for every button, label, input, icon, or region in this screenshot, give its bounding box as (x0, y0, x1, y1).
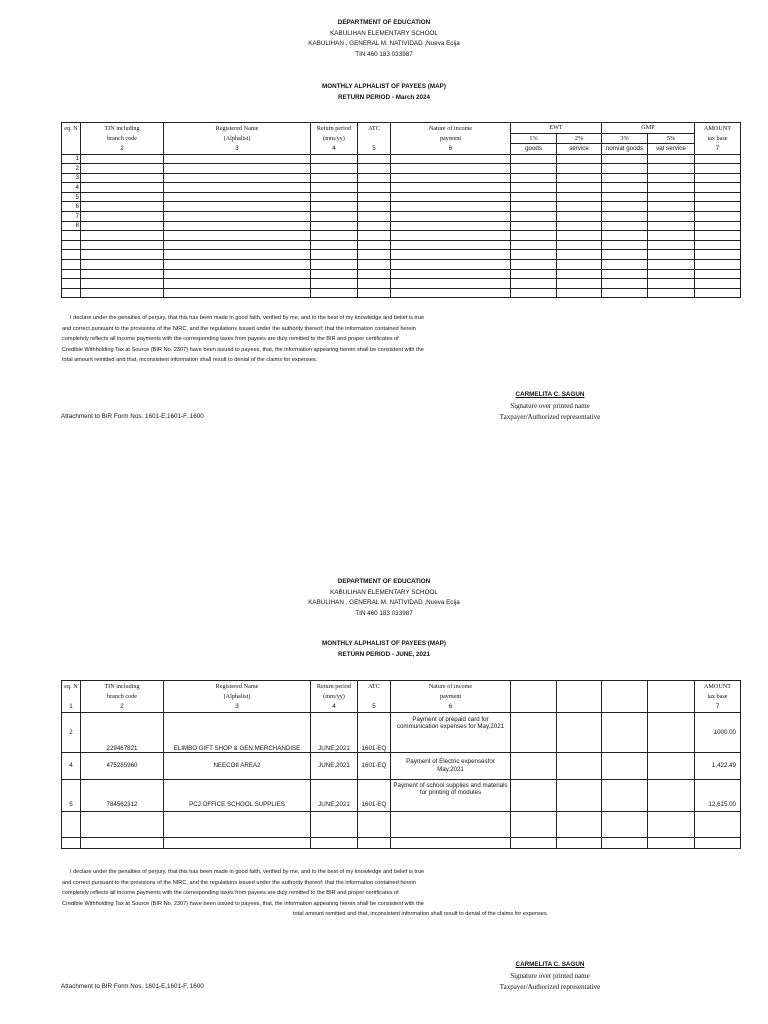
table-row (62, 183, 741, 193)
signature-caption: Signature over printed name (510, 402, 590, 410)
attachment-note: Attachment to BIR Form Nos. 1601-E,1601-F, 1600 (61, 413, 204, 420)
col-gmp: GMP (602, 123, 695, 134)
table-header-row: branch code (Alphalist) (mm/yy) payment 1% 2% 3% 5% tax base (62, 133, 741, 144)
col-nature: Nature of income (391, 123, 511, 134)
return-period: RETURN PERIOD - March 2024 (337, 93, 431, 101)
signature-role: Taxpayer/Authorized representative (499, 413, 601, 421)
row-number: 6 (62, 202, 81, 212)
col-seq: eq. N (62, 123, 81, 134)
col-atc: ATC (358, 123, 391, 134)
table-row (62, 212, 741, 222)
col-tin: TIN including (81, 123, 164, 134)
table-row (62, 164, 741, 174)
table-row (62, 811, 741, 837)
school-name: KABULIHAN ELEMENTARY SCHOOL (330, 588, 438, 596)
table-row (62, 192, 741, 202)
attachment-note: Attachment to BIR Form Nos. 1601-E,1601-F, 1600 (61, 983, 204, 990)
row-number: 1 (62, 154, 81, 164)
table-body (62, 154, 741, 298)
school-address: KABULIHAN , GENERAL M. NATIVIDAD ,Nueva Ecija (308, 40, 460, 47)
declaration-text: I declare under the penalties of perjury, that this has been made in good faith, verified by me, and to the best of my knowledge and belief is true and correct pursuant to the provisions of the NIRC, and the regulations issued under the authority thereof; that the information contained herein completely reflects all income payments with the corresponding taxes from payees are duly remitted to the BIR and proper certificates of Credible Withholding Tax at Source (BIR No. 2307) have been issued to payees, that, the information appearing herein shall be consistent with the total amount remitted and that, inconsistent information shall result to denial of the claims for expenses. (62, 315, 425, 363)
table-row (62, 240, 741, 250)
table-row (62, 279, 741, 289)
signatory-name: CARMELITA C. SAGUN (515, 391, 585, 398)
signatory-name: CARMELITA C. SAGUN (515, 961, 585, 968)
declaration-text: I declare under the penalties of perjury, that this has been made in good faith, verified by me, and to the best of my knowledge and belief is true and correct pursuant to the provisions of the NIRC, and the regulations issued under the authority thereof; that the information contained herein completely reflects all income payments with the corresponding taxes from payees are duly remitted to the BIR and proper certificates of Credible Withholding Tax at Source (BIR No. 2307) have been issued to payees, that, the information appearing herein shall be consistent with the total amount remitted and that, inconsistent information shall result to denial of the claims for expenses. (62, 869, 549, 917)
school-tin: TIN 460 183 033987 (355, 609, 413, 617)
table-row (62, 154, 741, 164)
department-name: DEPARTMENT OF EDUCATION (337, 19, 431, 26)
table-row (62, 173, 741, 183)
table-row: 5 784562312 PCJ OFFICE SCHOOL SUPPLIES JUNE,2021 1601-EQ Payment of school supplies and materials for printing of modules 12,615.00 (62, 779, 741, 811)
form-title-block (0, 639, 768, 660)
form-title: MONTHLY ALPHALIST OF PAYEES (MAP) (322, 640, 446, 647)
table-row (62, 250, 741, 260)
row-number: 3 (62, 173, 81, 183)
signature-role: Taxpayer/Authorized representative (499, 983, 601, 991)
table-row (62, 837, 741, 848)
table-header-row: eq. N TIN including Registered Name Return period ATC Nature of income AMOUNT (62, 681, 741, 692)
return-period: RETURN PERIOD - JUNE, 2021 (337, 650, 431, 658)
col-period: Return period (311, 123, 358, 134)
row-number: 8 (62, 221, 81, 231)
agency-header (0, 577, 768, 619)
school-name: KABULIHAN ELEMENTARY SCHOOL (330, 29, 438, 37)
agency-header (0, 18, 768, 60)
table-row (62, 221, 741, 231)
school-address: KABULIHAN , GENERAL M. NATIVIDAD ,Nueva Ecija (308, 599, 460, 606)
department-name: DEPARTMENT OF EDUCATION (337, 578, 431, 585)
col-amount: AMOUNT (695, 123, 741, 134)
row-number: 4 (62, 183, 81, 193)
signature-caption: Signature over printed name (510, 972, 590, 980)
payees-table (61, 680, 741, 849)
table-header-row: 2 3 4 5 6 goods service nonvat goods vat service 7 (62, 144, 741, 155)
row-number: 2 (62, 164, 81, 174)
table-row: 2 229467821 ELIMBO GIFT SHOP & GEN.MERCHANDISE JUNE,2021 1601-EQ Payment of prepaid card for communication expenses for May,2021 1000.00 (62, 712, 741, 752)
table-row (62, 269, 741, 279)
table-row (62, 288, 741, 298)
row-number: 7 (62, 212, 81, 222)
table-row (62, 202, 741, 212)
table-header-row (62, 123, 741, 134)
col-ewt: EWT (511, 123, 602, 134)
payees-table (61, 122, 741, 298)
form-title-block (0, 82, 768, 103)
table-row: 4 475285960 NEECOII AREA2 JUNE,2021 1601-EQ Payment of Electric expensesfor May,2021 1,422.49 (62, 752, 741, 779)
table-header-row: branch code (Alphalist) (mm/yy) payment tax base (62, 691, 741, 702)
table-row (62, 231, 741, 241)
col-name: Registered Name (164, 123, 311, 134)
table-row (62, 260, 741, 270)
row-number: 5 (62, 192, 81, 202)
form-title: MONTHLY ALPHALIST OF PAYEES (MAP) (322, 83, 446, 90)
table-header-row: 1 2 3 4 5 6 7 (62, 702, 741, 713)
school-tin: TIN 460 183 033987 (355, 50, 413, 58)
